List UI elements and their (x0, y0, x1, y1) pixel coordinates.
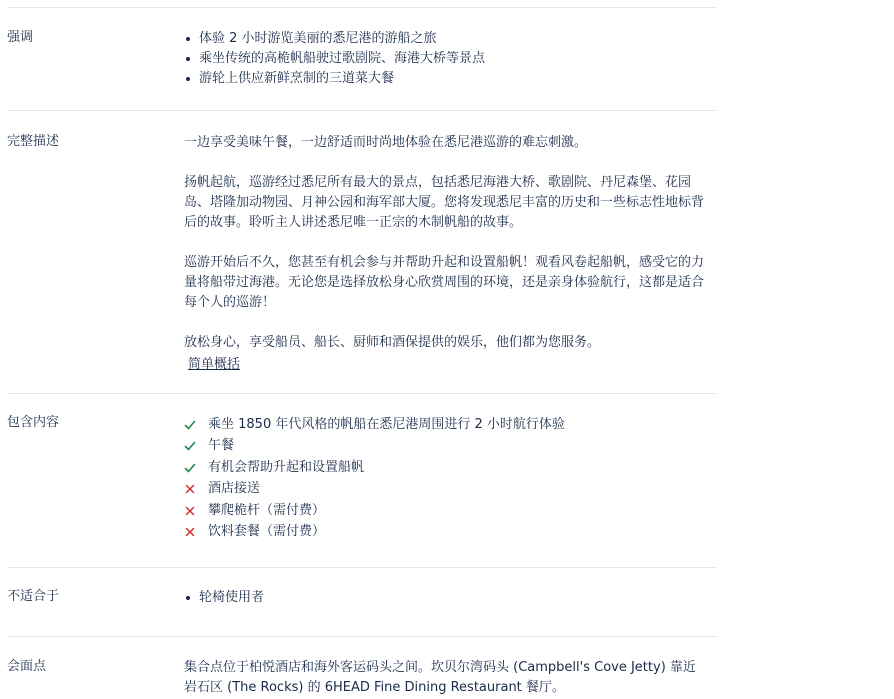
inclusions-list (184, 414, 706, 543)
not-suitable-list (184, 588, 706, 608)
full-description-content (184, 133, 706, 375)
highlights-content (184, 29, 706, 89)
cross-icon (184, 505, 208, 517)
description-paragraph: 扬帆起航，巡游经过悉尼所有最大的景点，包括悉尼海港大桥、歌剧院、丹尼森堡、花园岛、塔隆加动物园、月神公园和海军部大厦。您将发现悉尼丰富的历史和一些标志性地标背后的故事。聆听主人讲述悉尼唯一正宗的木制帆船的故事。 (184, 175, 705, 230)
list-item: 体验 2 小时游览美丽的悉尼港的游船之旅 (184, 29, 706, 49)
list-item: 轮椅使用者 (184, 588, 706, 608)
inclusion-text: 有机会帮助升起和设置船帆 (208, 459, 365, 475)
inclusion-text: 乘坐 1850 年代风格的帆船在悉尼港周围进行 2 小时航行体验 (208, 416, 565, 432)
description-paragraph: 巡游开始后不久，您甚至有机会参与并帮助升起和设置船帆！观看风卷起船帆，感受它的力量将船带过海港。无论您是选择放松身心欣赏周围的环境，还是亲身体验航行，这都是适合每个人的巡游！ (184, 255, 705, 310)
list-item (184, 500, 706, 522)
list-item (184, 436, 706, 458)
meeting-point-text: 集合点位于柏悦酒店和海外客运码头之间。坎贝尔湾码头 (Campbell's Cove Jetty) 靠近岩石区 (The Rocks) 的 6HEAD Fine Dining Restaurant 餐厅。 (184, 660, 696, 695)
not-suitable-label: 不适合于 (7, 589, 60, 604)
cross-icon (184, 526, 208, 538)
highlights-label: 强调 (7, 30, 34, 45)
inclusions-content (184, 414, 706, 543)
description-paragraph: 放松身心，享受船员、船长、厨师和酒保提供的娱乐，他们都为您服务。 (184, 335, 601, 350)
divider (7, 567, 717, 568)
divider (7, 393, 717, 394)
highlights-list (184, 29, 706, 89)
inclusion-text: 午餐 (208, 438, 235, 454)
divider (7, 110, 717, 111)
divider (7, 7, 717, 8)
summary-link[interactable]: 简单概括 (188, 357, 241, 372)
list-item (184, 414, 706, 436)
divider (7, 636, 717, 637)
check-icon (184, 462, 208, 474)
meeting-point-label: 会面点 (7, 659, 47, 674)
exclusion-text: 饮料套餐（需付费） (208, 524, 326, 540)
list-item: 游轮上供应新鲜烹制的三道菜大餐 (184, 69, 706, 89)
cross-icon (184, 483, 208, 495)
list-item (184, 479, 706, 501)
check-icon (184, 440, 208, 452)
check-icon (184, 419, 208, 431)
exclusion-text: 酒店接送 (208, 481, 261, 497)
not-suitable-content (184, 588, 706, 608)
exclusion-text: 攀爬桅杆（需付费） (208, 502, 326, 518)
full-description-label: 完整描述 (7, 134, 60, 149)
list-item: 乘坐传统的高桅帆船驶过歌剧院、海港大桥等景点 (184, 49, 706, 69)
meeting-point-content (184, 658, 706, 698)
inclusions-label: 包含内容 (7, 415, 60, 430)
list-item (184, 457, 706, 479)
list-item (184, 522, 706, 544)
description-paragraph: 一边享受美味午餐，一边舒适而时尚地体验在悉尼港巡游的难忘刺激。 (184, 135, 588, 150)
